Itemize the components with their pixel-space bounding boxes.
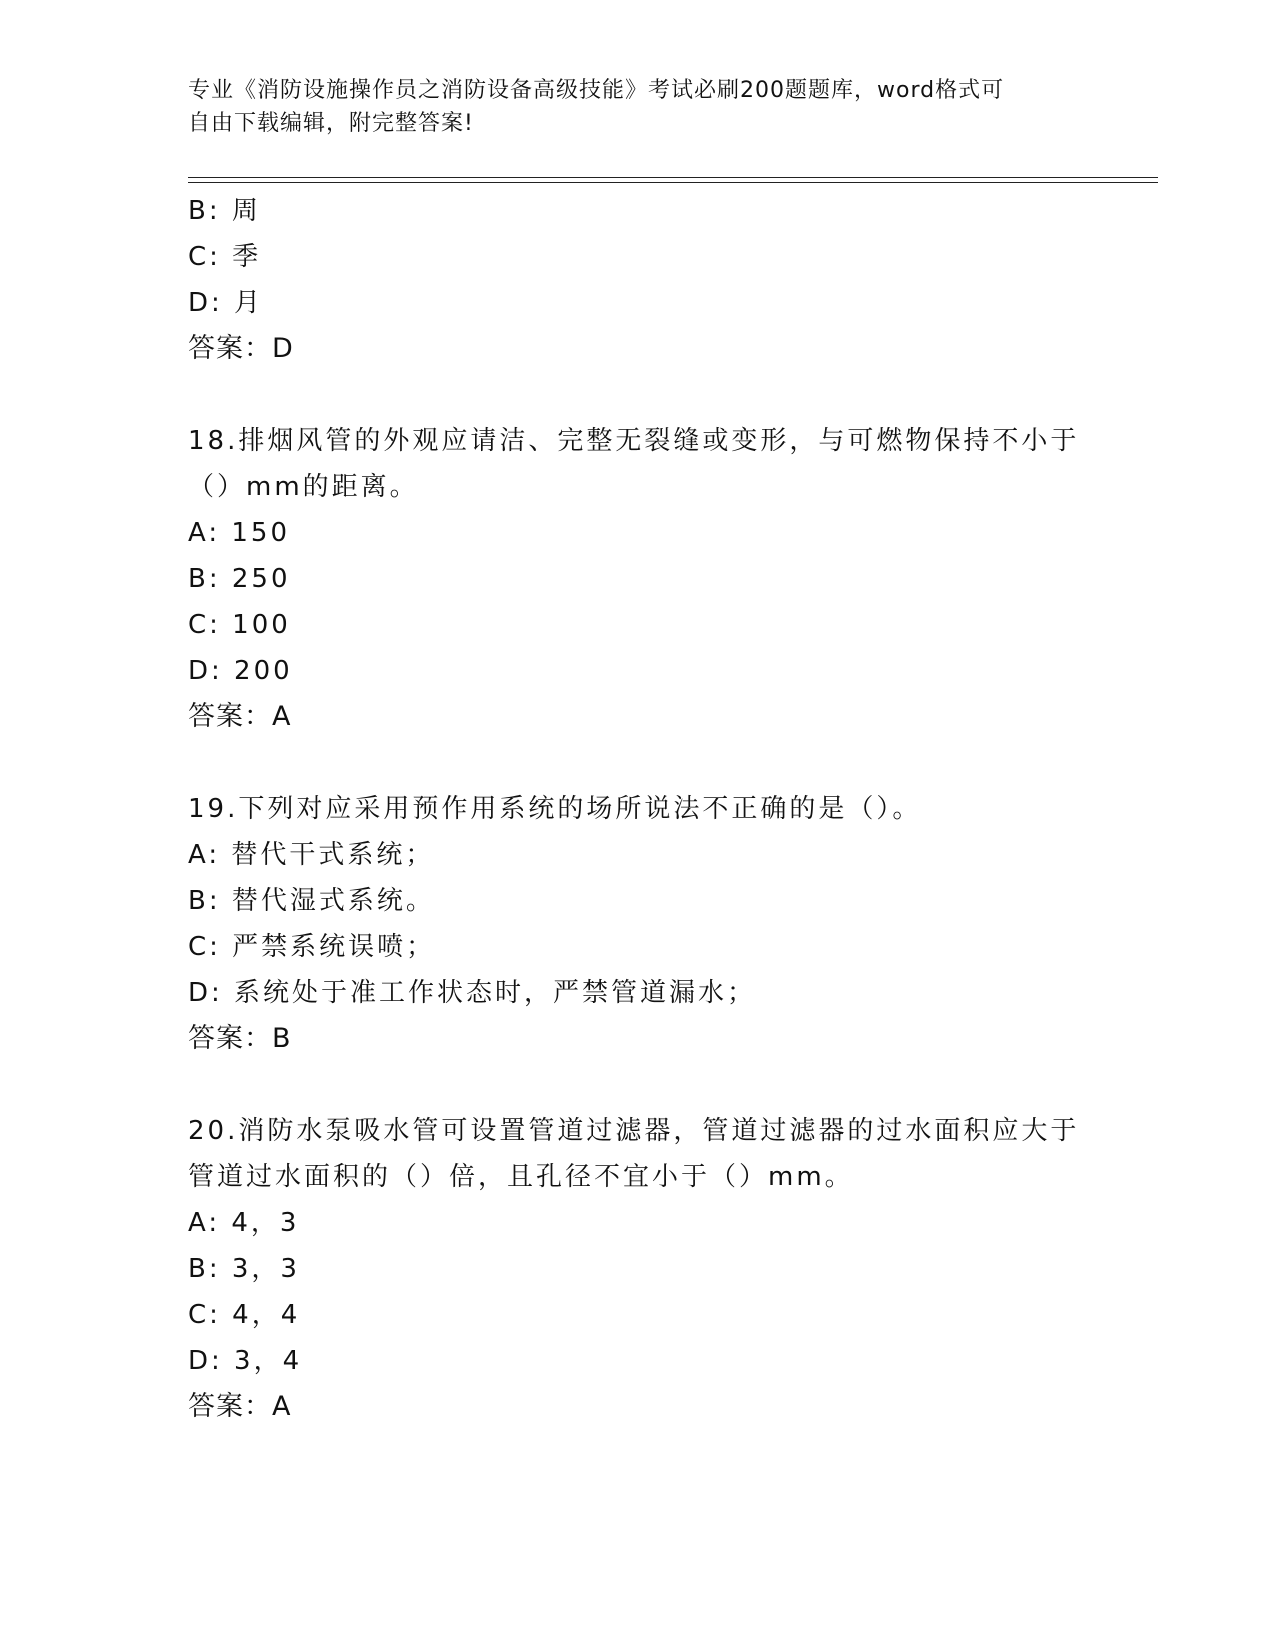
question-block-20	[188, 1108, 1088, 1430]
option-d: D: 系统处于准工作状态时，严禁管道漏水；	[188, 978, 757, 1008]
spacer	[188, 740, 1088, 786]
option-d: D: 200	[188, 656, 293, 686]
option-d: D: 3，4	[188, 1346, 303, 1376]
option-d: D: 月	[188, 288, 264, 318]
option-a: A: 150	[188, 518, 290, 548]
question-block-19	[188, 786, 1088, 1062]
question-text-line-2: 管道过水面积的（）倍，且孔径不宜小于（）mm。	[188, 1162, 854, 1192]
question-text-line-1: 19.下列对应采用预作用系统的场所说法不正确的是（）。	[188, 794, 922, 824]
spacer	[188, 372, 1088, 418]
option-a: A: 4，3	[188, 1208, 300, 1238]
answer-line: 答案：A	[188, 1391, 292, 1422]
header-line-2: 自由下载编辑，附完整答案!	[188, 111, 474, 136]
question-text-line-1: 18.排烟风管的外观应请洁、完整无裂缝或变形，与可燃物保持不小于	[188, 426, 1080, 456]
option-b: B: 3，3	[188, 1254, 300, 1284]
question-text-line-2: （）mm的距离。	[188, 472, 419, 502]
header-divider-bottom	[188, 182, 1158, 183]
question-block-17	[188, 188, 1088, 372]
header-line-1: 专业《消防设施操作员之消防设备高级技能》考试必刷200题题库，word格式可	[188, 78, 1005, 103]
answer-line: 答案：D	[188, 333, 294, 364]
question-block-18	[188, 418, 1088, 740]
option-c: C: 4，4	[188, 1300, 301, 1330]
answer-line: 答案：A	[188, 701, 292, 732]
header-divider-top	[188, 177, 1158, 178]
option-c: C: 100	[188, 610, 291, 640]
question-list	[188, 188, 1088, 1430]
option-a: A: 替代干式系统；	[188, 840, 435, 870]
option-b: B: 周	[188, 196, 261, 226]
document-header	[188, 74, 1088, 140]
option-c: C: 季	[188, 242, 262, 272]
spacer	[188, 1062, 1088, 1108]
option-b: B: 替代湿式系统。	[188, 886, 435, 916]
question-text-line-1: 20.消防水泵吸水管可设置管道过滤器，管道过滤器的过水面积应大于	[188, 1116, 1080, 1146]
option-b: B: 250	[188, 564, 291, 594]
option-c: C: 严禁系统误喷；	[188, 932, 436, 962]
answer-line: 答案：B	[188, 1023, 292, 1054]
